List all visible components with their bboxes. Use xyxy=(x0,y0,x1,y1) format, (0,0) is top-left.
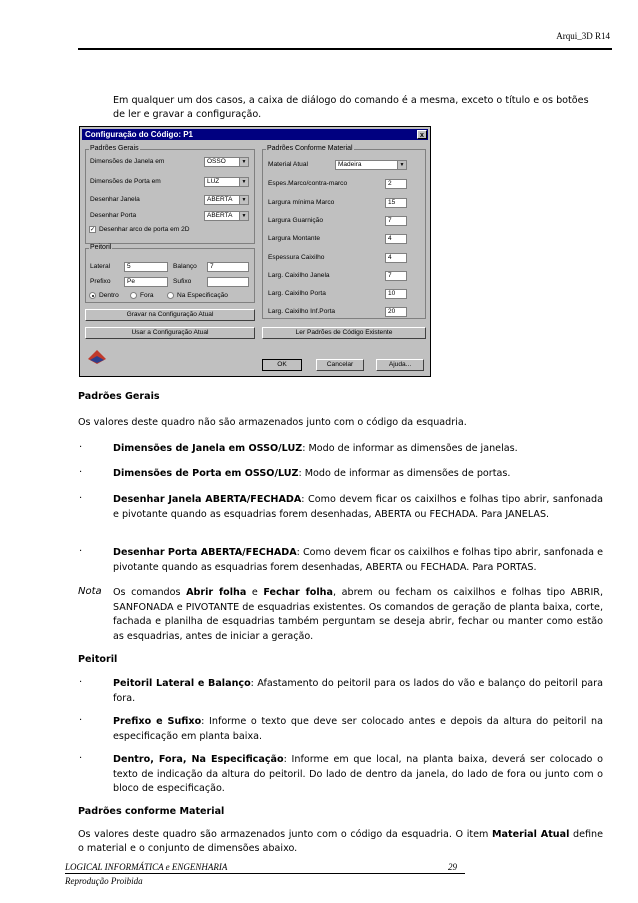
item-dentro-fora xyxy=(113,753,603,797)
item-term: Desenhar Janela ABERTA/FECHADA xyxy=(113,494,302,505)
ok-button[interactable]: OK xyxy=(262,359,302,371)
chevron-down-icon[interactable]: ▼ xyxy=(239,196,248,204)
group-padroes-gerais-label: Padrões Gerais xyxy=(90,145,139,152)
nota-term: Fechar folha xyxy=(263,587,333,598)
largura-marco-input[interactable]: 15 xyxy=(385,198,407,208)
porta-dim-label: Dimensões de Porta em xyxy=(90,178,161,185)
prefixo-label: Prefixo xyxy=(90,278,111,285)
nota-part: Os comandos xyxy=(113,587,187,598)
usar-button[interactable]: Usar a Configuração Atual xyxy=(85,327,255,339)
sec3-part: define o material e o conjunto de dimensões abaixo. xyxy=(78,829,603,854)
bullet: · xyxy=(79,715,83,726)
bullet: · xyxy=(79,677,83,688)
dialog-title: Configuração do Código: P1 xyxy=(85,130,193,139)
config-dialog xyxy=(79,126,431,377)
doc-reference: Arqui_3D R14 xyxy=(556,31,610,41)
item-term: Dentro, Fora, Na Especificação xyxy=(113,754,284,765)
chevron-down-icon[interactable]: ▼ xyxy=(239,212,248,220)
chevron-down-icon[interactable]: ▼ xyxy=(239,158,248,166)
espessura-caixilho-label: Espessura Caixilho xyxy=(268,254,325,261)
group-padroes-material-label: Padrões Conforme Material xyxy=(267,145,353,152)
item-desc: : Modo de informar as dimensões de portas. xyxy=(298,468,511,479)
desenhar-janela-label: Desenhar Janela xyxy=(90,196,140,203)
page-number: 29 xyxy=(448,862,457,872)
espes-marco-input[interactable]: 2 xyxy=(385,179,407,189)
nota-term: Abrir folha xyxy=(186,587,247,598)
sec3-term: Material Atual xyxy=(491,829,570,840)
item-term: Dimensões de Janela em OSSO/LUZ xyxy=(113,443,303,454)
radio-dentro-label: Dentro xyxy=(99,292,119,299)
sec1-intro: Os valores deste quadro não são armazenados junto com o código da esquadria. xyxy=(78,417,467,428)
material-atual-value: Madeira xyxy=(338,161,362,168)
intro-paragraph: Em qualquer um dos casos, a caixa de diálogo do comando é a mesma, exceto o título e os botões de ler e gravar a configuração. xyxy=(113,95,589,120)
sec3-text xyxy=(78,828,603,856)
balanco-input[interactable]: 7 xyxy=(207,262,249,272)
material-atual-label: Material Atual xyxy=(268,161,308,168)
nota-part: , abrem ou fecham os caixilhos e folhas tipo ABRIR, SANFONADA e PIVOTANTE de esquadrias existentes. Os comandos de geração de planta baixa, corte, fachada e planilha de esquadrias também perguntam se deseja abrir, fechar ou manter como estão as esquadrias, antes de iniciar a geração. xyxy=(113,587,603,642)
footer-rule xyxy=(65,873,465,874)
material-atual-select[interactable] xyxy=(335,160,407,170)
largura-guarnicao-input[interactable]: 7 xyxy=(385,216,407,226)
item-prefixo-sufixo xyxy=(113,715,603,744)
app-logo-icon xyxy=(86,347,108,367)
caixilho-porta-input[interactable]: 10 xyxy=(385,289,407,299)
sufixo-input[interactable] xyxy=(207,277,249,287)
desenhar-porta-value: ABERTA xyxy=(207,212,233,219)
bullet: · xyxy=(79,546,83,557)
bullet: · xyxy=(79,467,83,478)
dialog-title-bar xyxy=(82,129,428,140)
desenhar-janela-value: ABERTA xyxy=(207,196,233,203)
item-desc: : Informe o texto que deve ser colocado antes e depois da altura do peitoril na especificação em planta baixa. xyxy=(113,716,603,742)
espes-marco-label: Espes.Marco/contra-marco xyxy=(268,180,348,187)
janela-dim-select[interactable] xyxy=(204,157,249,167)
desenhar-porta-label: Desenhar Porta xyxy=(90,212,137,219)
heading-peitoril: Peitoril xyxy=(78,654,118,665)
radio-fora[interactable] xyxy=(130,292,137,299)
caixilho-inf-porta-input[interactable]: 20 xyxy=(385,307,407,317)
bullet: · xyxy=(79,442,83,453)
item-peitoril-lateral xyxy=(113,677,603,706)
lateral-label: Lateral xyxy=(90,263,111,270)
largura-montante-input[interactable]: 4 xyxy=(385,234,407,244)
chevron-down-icon[interactable]: ▼ xyxy=(397,161,406,169)
ler-padroes-button[interactable]: Ler Padrões de Código Existente xyxy=(262,327,426,339)
item-term: Prefixo e Sufixo xyxy=(113,716,202,727)
janela-dim-label: Dimensões de Janela em xyxy=(90,158,165,165)
caixilho-porta-label: Larg. Caixilho Porta xyxy=(268,290,326,297)
bullet: · xyxy=(79,493,83,504)
footer-notice: Reprodução Proibida xyxy=(65,876,143,886)
ajuda-button[interactable]: Ajuda... xyxy=(376,359,424,371)
porta-dim-select[interactable] xyxy=(204,177,249,187)
lateral-input[interactable]: 5 xyxy=(124,262,168,272)
item-desc: : Como devem ficar os caixilhos e folhas tipo abrir, sanfonada e pivotante quando as esquadrias forem desenhadas, ABERTA ou FECHADA. Para PORTAS. xyxy=(113,547,603,573)
heading-padroes-material: Padrões conforme Material xyxy=(78,806,225,817)
item-desc: : Informe em que local, na planta baixa, deverá ser colocado o texto de indicação da altura do peitoril. Do lado de dentro da janela, do lado de fora ou junto com o bloco de especificação. xyxy=(113,754,604,794)
item-desc: : Modo de informar as dimensões de janelas. xyxy=(302,443,518,454)
nota-text xyxy=(113,586,603,644)
gravar-button[interactable]: Gravar na Configuração Atual xyxy=(85,309,255,321)
largura-montante-label: Largura Montante xyxy=(268,235,321,242)
group-peitoril-label: Peitoril xyxy=(90,244,112,251)
sec3-part: Os valores deste quadro são armazenados junto com o código da esquadria. O item xyxy=(78,829,492,840)
janela-dim-value: OSSO xyxy=(207,158,226,165)
desenhar-janela-select[interactable] xyxy=(204,195,249,205)
item-dim-porta xyxy=(113,467,603,482)
radio-fora-label: Fora xyxy=(140,292,154,299)
item-term: Dimensões de Porta em OSSO/LUZ xyxy=(113,468,299,479)
radio-dentro[interactable] xyxy=(89,292,96,299)
item-desc: : Como devem ficar os caixilhos e folhas tipo abrir, sanfonada e pivotante quando as esquadrias forem desenhadas, ABERTA ou FECHADA. Para JANELAS. xyxy=(113,494,603,520)
radio-especificacao-label: Na Especificação xyxy=(177,292,228,299)
chevron-down-icon[interactable]: ▼ xyxy=(239,178,248,186)
caixilho-janela-input[interactable]: 7 xyxy=(385,271,407,281)
arco-2d-checkbox[interactable]: ✓ xyxy=(90,227,96,233)
espessura-caixilho-input[interactable]: 4 xyxy=(385,253,407,263)
caixilho-janela-label: Larg. Caixilho Janela xyxy=(268,272,330,279)
porta-dim-value: LUZ xyxy=(207,178,220,185)
prefixo-input[interactable]: Pe xyxy=(124,277,168,287)
nota-part: e xyxy=(246,587,264,598)
item-term: Desenhar Porta ABERTA/FECHADA xyxy=(113,547,297,558)
item-dim-janela xyxy=(113,442,603,457)
cancelar-button[interactable]: Cancelar xyxy=(316,359,364,371)
sufixo-label: Sufixo xyxy=(173,278,192,285)
radio-especificacao[interactable] xyxy=(167,292,174,299)
arco-2d-label: Desenhar arco de porta em 2D xyxy=(99,226,190,233)
close-icon[interactable]: x xyxy=(417,130,427,139)
header-rule xyxy=(78,48,612,50)
largura-guarnicao-label: Largura Guarnição xyxy=(268,217,323,224)
item-desenhar-janela xyxy=(113,493,603,522)
largura-marco-label: Largura mínima Marco xyxy=(268,199,335,206)
item-term: Peitoril Lateral e Balanço xyxy=(113,678,251,689)
desenhar-porta-select[interactable] xyxy=(204,211,249,221)
balanco-label: Balanço xyxy=(173,263,197,270)
item-desenhar-porta xyxy=(113,546,603,575)
item-desc: : Afastamento do peitoril para os lados do vão e balanço do peitoril para fora. xyxy=(113,678,603,704)
heading-padroes-gerais: Padrões Gerais xyxy=(78,391,160,402)
bullet: · xyxy=(79,753,83,764)
caixilho-inf-porta-label: Larg. Caixilho Inf.Porta xyxy=(268,308,336,315)
nota-label: Nota xyxy=(78,586,102,597)
footer-company: LOGICAL INFORMÁTICA e ENGENHARIA xyxy=(65,862,228,872)
